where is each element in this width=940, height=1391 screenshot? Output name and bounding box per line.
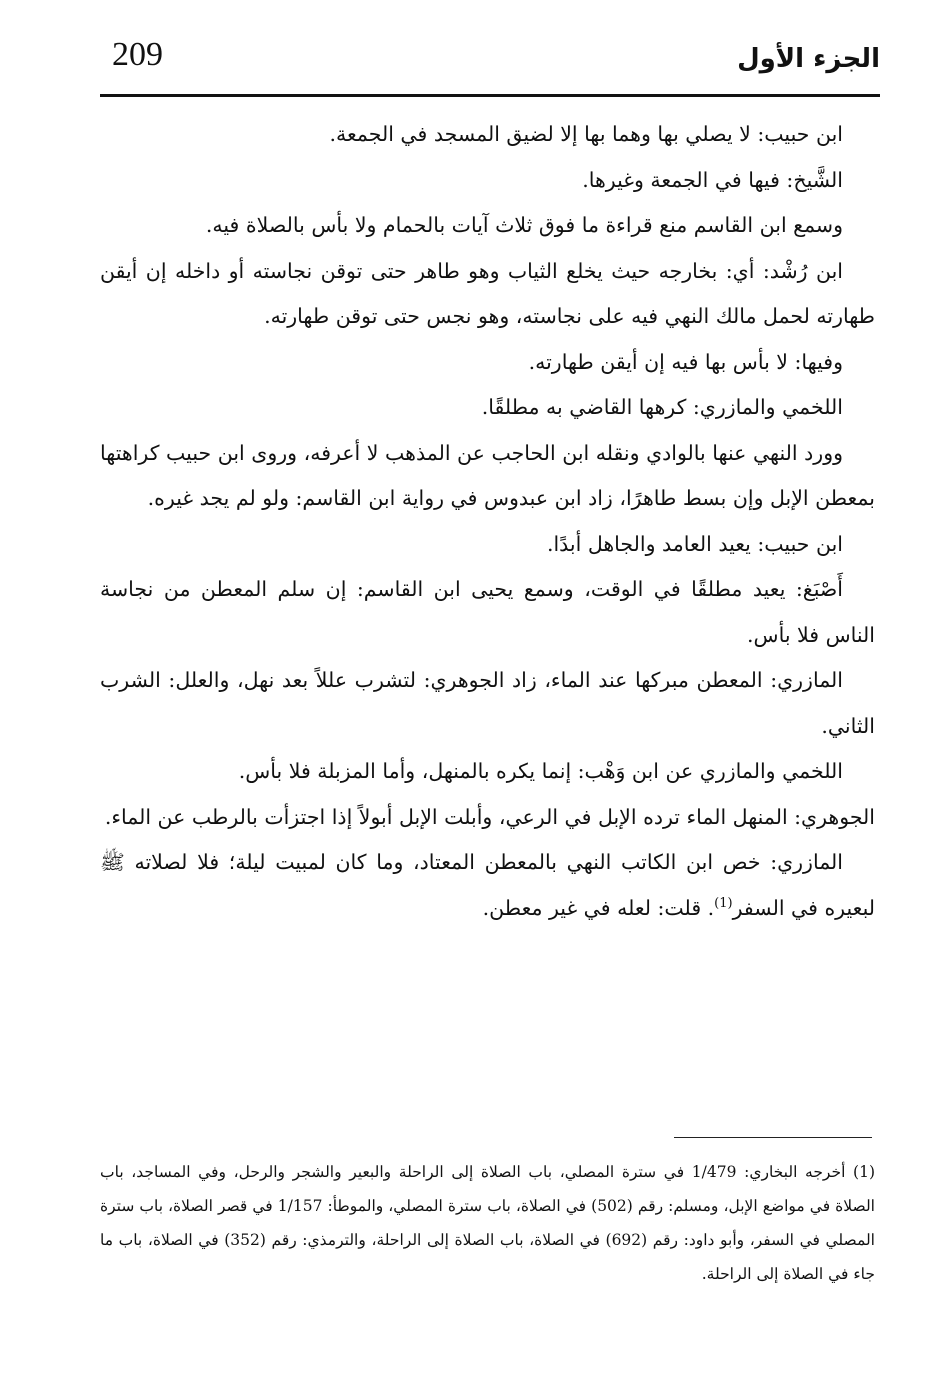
footnote-reference[interactable]: (1) <box>714 895 733 911</box>
paragraph: ابن حبيب: يعيد العامد والجاهل أبدًا. <box>546 531 843 556</box>
main-text <box>100 112 875 931</box>
footnote: (1) أخرجه البخاري: 1/479 في سترة المصلي، باب الصلاة إلى الراحلة والبعير والشجر والرحل، وفي المساجد، باب الصلاة في مواضع الإبل، ومسلم: رقم (502) في الصلاة، باب سترة المصلي، والموطأ: 1/157 في قصر الصلاة، باب سترة المصلي في السفر، وأبو داود: رقم (692) في الصلاة، باب الصلاة إلى الراحلة، والترمذي: رقم (352) في الصلاة، باب ما جاء في الصلاة إلى الراحلة. <box>100 1163 876 1283</box>
paragraph: ابن حبيب: لا يصلي بها وهما بها إلا لضيق المسجد في الجمعة. <box>329 122 843 146</box>
footnote-rule <box>674 1137 872 1138</box>
paragraph: ابن رُشْد: أي: بخارجه حيث يخلع الثياب وهو طاهر حتى توقن نجاسته أو داخله إن أيقن طهارته لحمل مالك النهي فيه على نجاسته، وهو نجس حتى توقن طهارته. <box>100 258 875 328</box>
paragraph: الجوهري: المنهل الماء ترده الإبل في الرعي، وأبلت الإبل أبولاً إذا اجتزأت بالرطب عن الماء. <box>104 804 875 829</box>
footnotes <box>100 1155 875 1291</box>
header-rule <box>100 94 880 97</box>
paragraph: وسمع ابن القاسم منع قراءة ما فوق ثلاث آيات بالحمام ولا بأس بالصلاة فيه. <box>205 213 843 237</box>
paragraph: اللخمي والمازري عن ابن وَهْب: إنما يكره بالمنهل، وأما المزبلة فلا بأس. <box>238 759 843 783</box>
paragraph: المازري: المعطن مبركها عند الماء، زاد الجوهري: لتشرب عللاً بعد نهل، والعلل: الشرب الثاني. <box>100 668 875 738</box>
paragraph: الشَّيخ: فيها في الجمعة وغيرها. <box>582 167 843 192</box>
paragraph: اللخمي والمازري: كرهها القاضي به مطلقًا. <box>481 395 843 419</box>
paragraph: وفيها: لا بأس بها فيه إن أيقن طهارته. <box>528 349 843 374</box>
paragraph: وورد النهي عنها بالوادي ونقله ابن الحاجب عن المذهب لا أعرفه، وروى ابن حبيب كراهتها بمعطن الإبل وإن بسط طاهرًا، زاد ابن عبدوس في رواية ابن القاسم: ولو لم يجد غيره. <box>100 440 875 510</box>
paragraph: أَصْبَغ: يعيد مطلقًا في الوقت، وسمع يحيى ابن القاسم: إن سلم المعطن من نجاسة الناس فلا بأس. <box>100 577 875 647</box>
running-title: الجزء الأول <box>737 44 880 74</box>
page-header <box>100 30 880 90</box>
page-number: 209 <box>112 36 163 73</box>
paragraph-text: المازري: خص ابن الكاتب النهي بالمعطن المعتاد، وما كان لمبيت ليلة؛ فلا لصلاته ﷺ لبعيره في السفر <box>100 850 875 920</box>
paragraph-text: . قلت: لعله في غير معطن. <box>482 895 715 920</box>
paragraph <box>100 840 875 931</box>
